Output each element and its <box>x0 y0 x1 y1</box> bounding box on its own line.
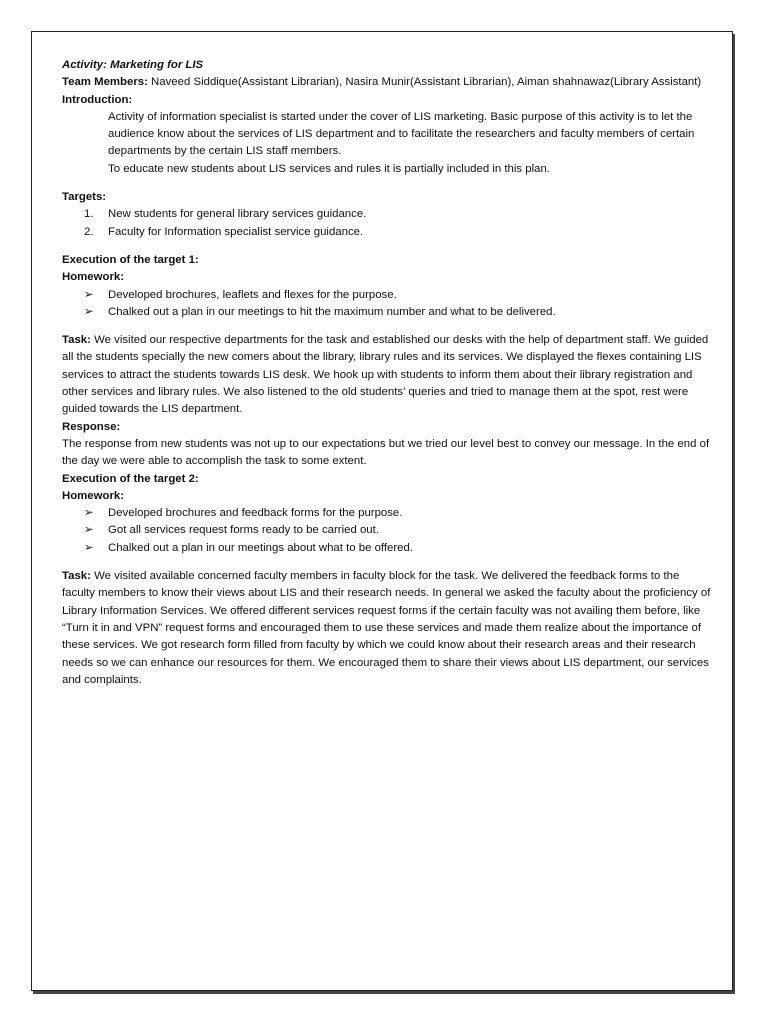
list-item <box>62 224 712 241</box>
list-item <box>62 540 712 557</box>
list-item <box>62 304 712 321</box>
list-item-text: Chalked out a plan in our meetings to hit the maximum number and what to be delivered. <box>108 305 556 318</box>
execution-target-2-heading: Execution of the target 2: <box>62 472 199 485</box>
introduction-paragraph-1: Activity of information specialist is started under the cover of LIS marketing. Basic purpose of this activity is to let the audience know about the services of LIS department and to facilitate the researchers and faculty members of certain departments by the certain LIS staff members. <box>108 110 695 158</box>
task-2-paragraph <box>62 568 712 689</box>
task-1-label: Task: <box>62 334 91 347</box>
arrow-bullet-icon: ➢ <box>84 541 94 554</box>
arrow-bullet-icon: ➢ <box>84 288 94 301</box>
homework-1-list <box>62 287 712 322</box>
list-item-text: Developed brochures, leaflets and flexes for the purpose. <box>108 288 397 301</box>
list-item-text: Faculty for Information specialist service guidance. <box>108 225 364 238</box>
list-item-text: New students for general library services guidance. <box>108 208 367 221</box>
document-body <box>62 57 712 689</box>
team-members-paragraph <box>62 74 712 91</box>
targets-heading: Targets: <box>62 191 107 204</box>
homework-1-heading: Homework: <box>62 271 125 284</box>
list-item <box>62 206 712 223</box>
targets-list <box>62 206 712 241</box>
arrow-bullet-icon: ➢ <box>84 305 94 318</box>
arrow-bullet-icon: ➢ <box>84 524 94 537</box>
list-item <box>62 287 712 304</box>
homework-2-list <box>62 505 712 557</box>
execution-target-1-heading: Execution of the target 1: <box>62 253 199 266</box>
team-members-label: Team Members: <box>62 76 148 89</box>
task-2-label: Task: <box>62 570 91 583</box>
list-item <box>62 505 712 522</box>
response-heading: Response: <box>62 420 121 433</box>
list-number: 2. <box>84 225 94 238</box>
arrow-bullet-icon: ➢ <box>84 507 94 520</box>
introduction-paragraph-2: To educate new students about LIS services and rules it is partially included in this plan. <box>108 162 550 175</box>
introduction-heading: Introduction: <box>62 93 133 106</box>
task-1-text: We visited our respective departments for the task and established our desks with the help of department staff. We guided all the students specially the new comers about the library, library rules and its services. We displayed the flexes containing LIS services to attract the students towards LIS desk. We hook up with students to inform them about their library registration and other services and library rules. We also listened to the old students’ queries and tried to manage them at the spot, rest were guided towards the LIS department. <box>62 334 709 416</box>
team-members-text: Naveed Siddique(Assistant Librarian), Nasira Munir(Assistant Librarian), Aiman shahnawaz(Library Assistant) <box>147 76 702 89</box>
task-1-paragraph <box>62 332 712 418</box>
response-paragraph: The response from new students was not up to our expectations but we tried our level best to convey our message. In the end of the day we were able to accomplish the task to some extent. <box>62 437 710 468</box>
list-item-text: Chalked out a plan in our meetings about what to be offered. <box>108 541 414 554</box>
list-item <box>62 522 712 539</box>
activity-title: Activity: Marketing for LIS <box>62 59 204 71</box>
homework-2-heading: Homework: <box>62 489 125 502</box>
list-item-text: Developed brochures and feedback forms for the purpose. <box>108 507 403 520</box>
introduction-block <box>62 109 712 178</box>
list-number: 1. <box>84 208 94 221</box>
task-2-text: We visited available concerned faculty members in faculty block for the task. We delivered the feedback forms to the faculty members to know their views about LIS and their research needs. In general we asked the faculty about the proficiency of Library Information Services. We offered different services request forms if the certain faculty was not availing them before, like “Turn it in and VPN” request forms and encouraged them to use these services and made them realize about the importance of these services. We got research form filled from faculty by which we could know about their research areas and their research needs so we can enhance our resources for them. We encouraged them to share their views about LIS department, our services and complaints. <box>62 570 711 686</box>
list-item-text: Got all services request forms ready to be carried out. <box>108 524 379 537</box>
